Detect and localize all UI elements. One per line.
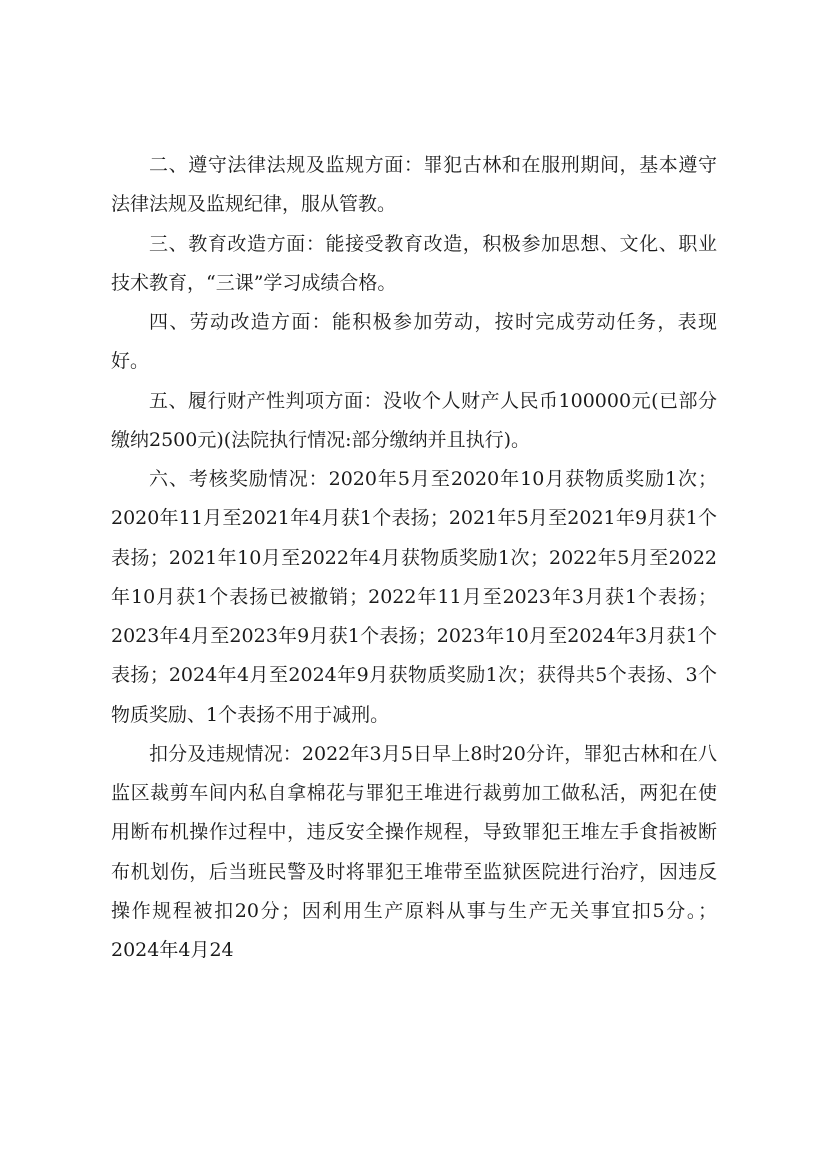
paragraph-law-compliance: 二、遵守法律法规及监规方面：罪犯古林和在服刑期间，基本遵守法律法规及监规纪律，服从管教。 [111,154,717,216]
paragraph-rewards: 六、考核奖励情况：2020年5月至2020年10月获物质奖励1次；2020年11月至2021年4月获1个表扬；2021年5月至2021年9月获1个表扬；2021年10月至2022年4月获物质奖励1次；2022年5月至2022年10月获1个表扬已被撤销；2022年11月至2023年3月获1个表扬；2023年4月至2023年9月获1个表扬；2023年10月至2024年3月获1个表扬；2024年4月至2024年9月获物质奖励1次；获得共5个表扬、3个物质奖励、1个表扬不用于减刑。 [111,468,717,726]
paragraph-deductions: 扣分及违规情况：2022年3月5日早上8时20分许，罪犯古林和在八监区裁剪车间内私自拿棉花与罪犯王堆进行裁剪加工做私活，两犯在使用断布机操作过程中，违反安全操作规程，导致罪犯王堆左手食指被断布机划伤，后当班民警及时将罪犯王堆带至监狱医院进行治疗，因违反操作规程被扣20分；因利用生产原料从事与生产无关事宜扣5分。；2024年4月24 [111,742,717,961]
document-body [111,146,717,970]
paragraph-labor: 四、劳动改造方面：能积极参加劳动，按时完成劳动任务，表现好。 [111,311,717,373]
paragraph-education: 三、教育改造方面：能接受教育改造，积极参加思想、文化、职业技术教育，“三课”学习成绩合格。 [111,232,717,294]
paragraph-property-judgment: 五、履行财产性判项方面：没收个人财产人民币100000元(已部分缴纳2500元)(法院执行情况:部分缴纳并且执行)。 [111,389,717,451]
